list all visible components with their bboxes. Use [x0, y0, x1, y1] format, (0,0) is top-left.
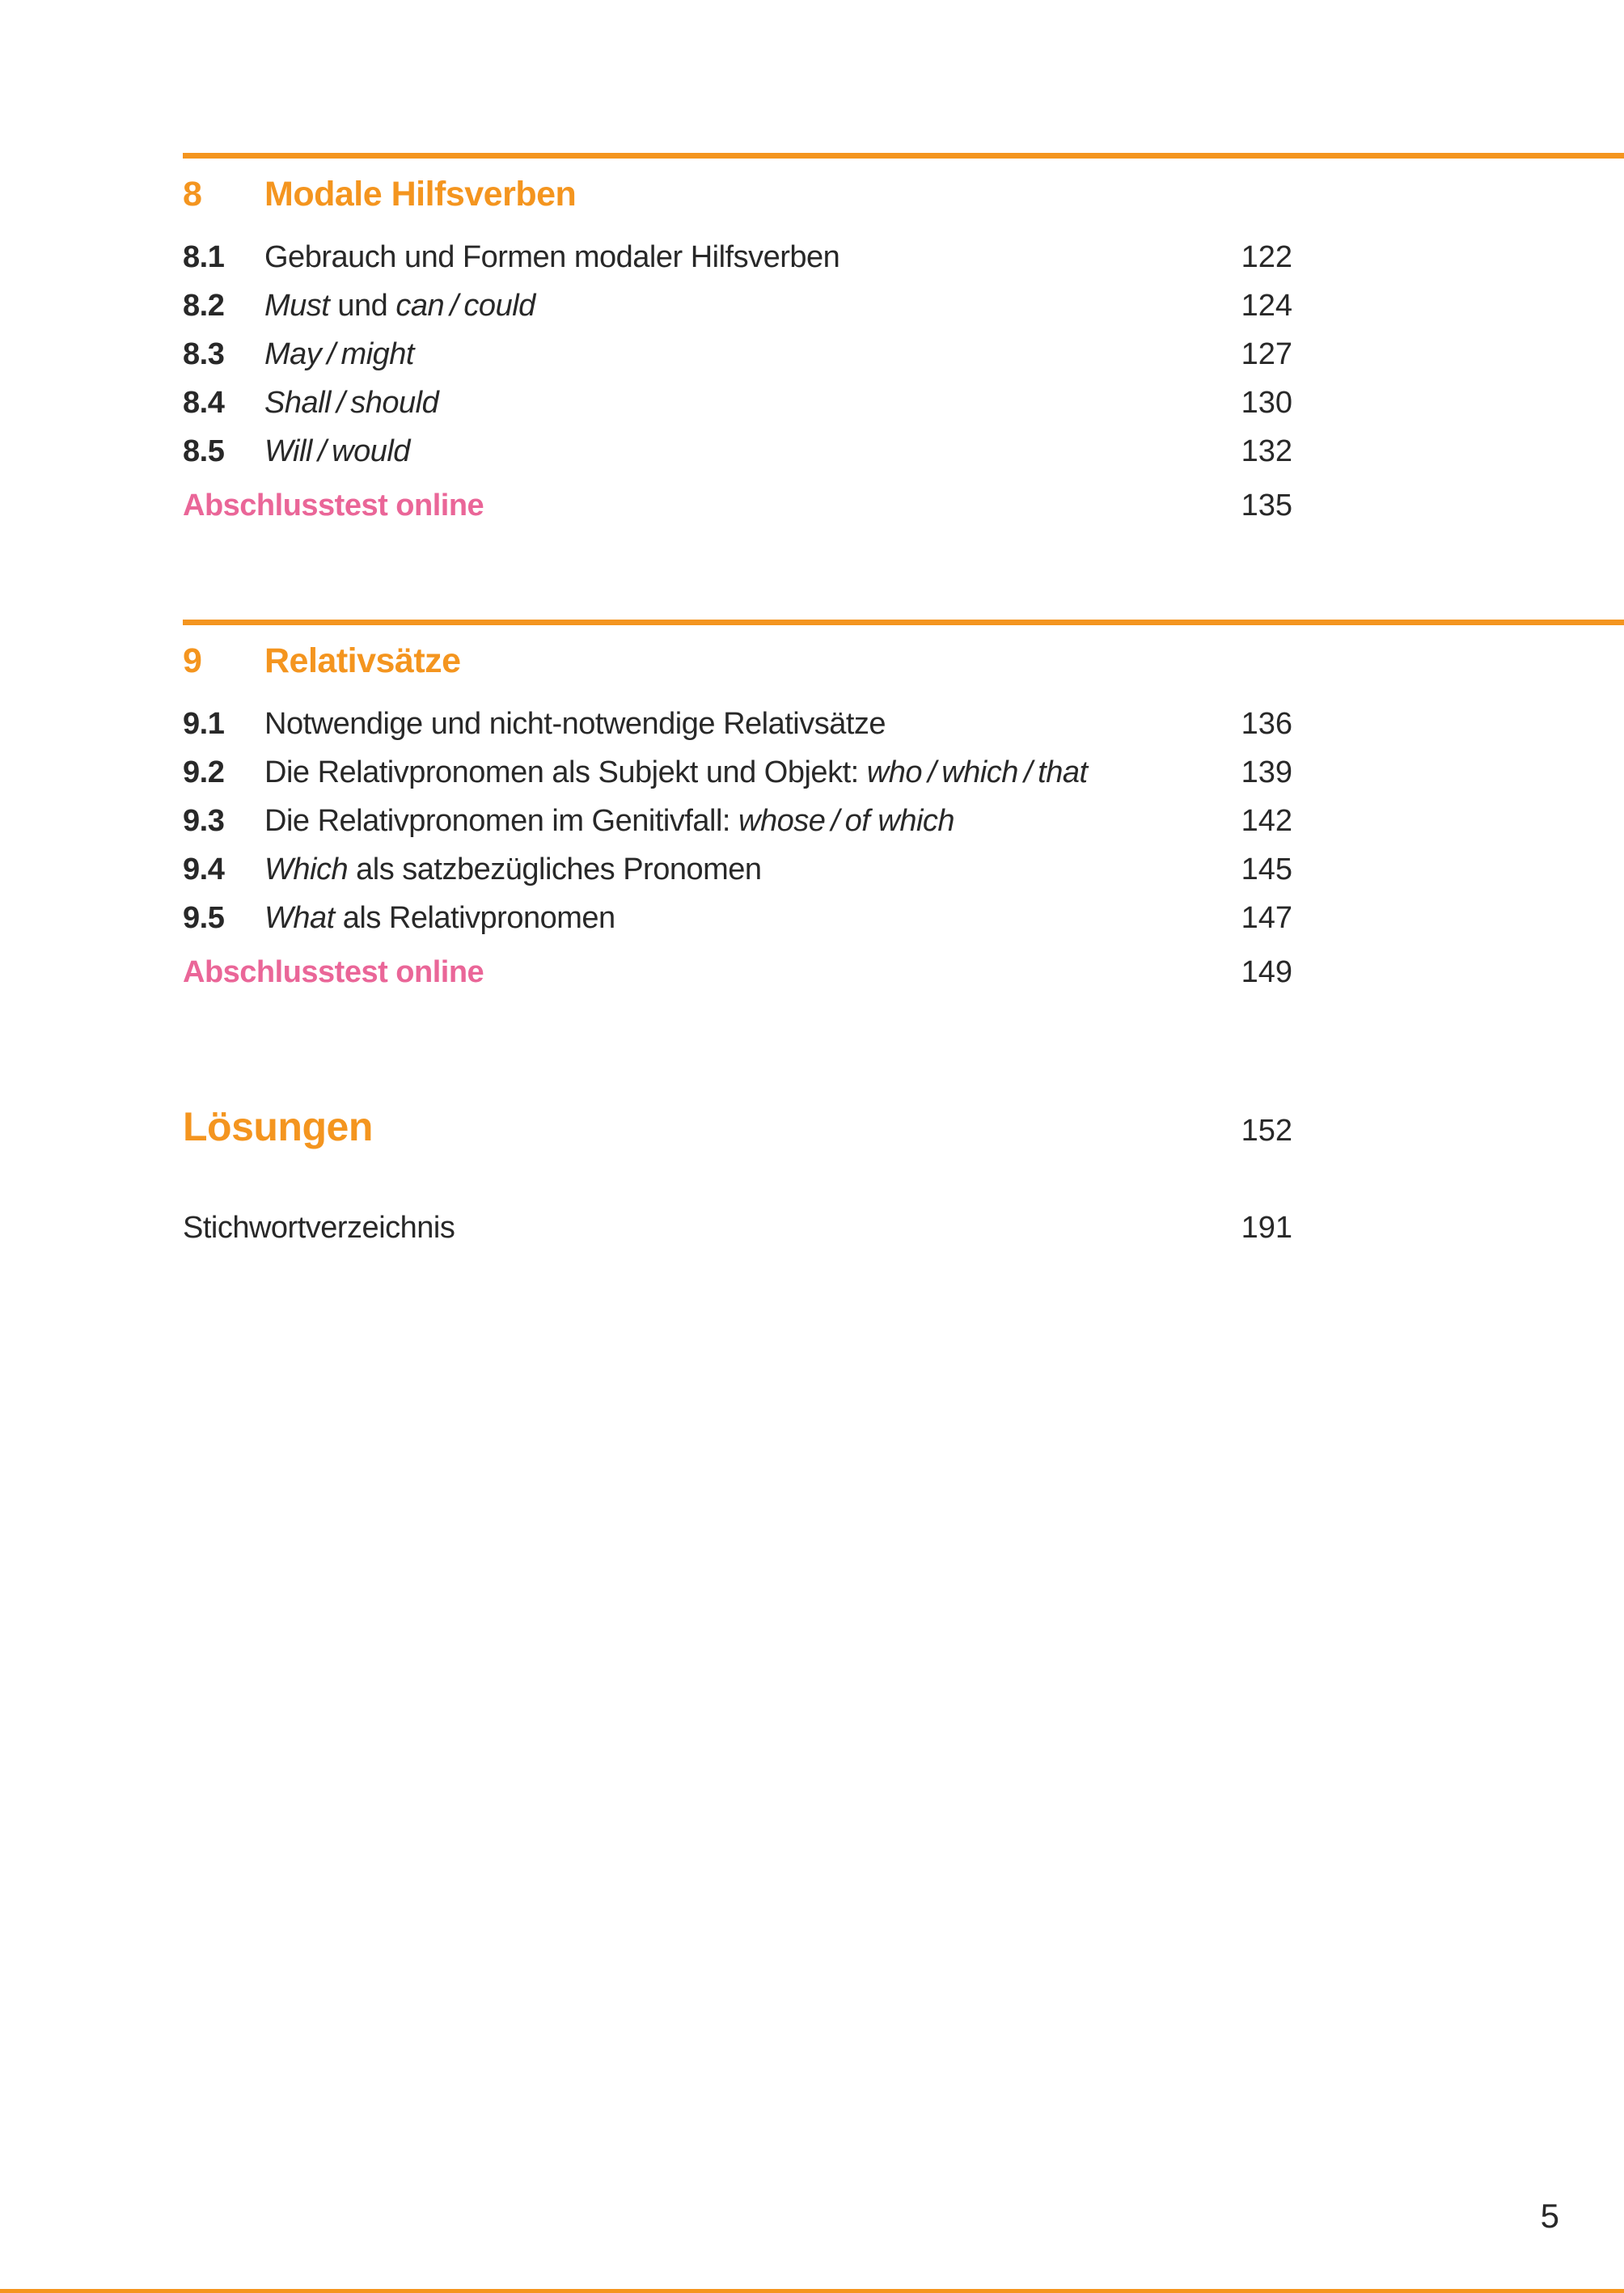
toc-entry	[183, 281, 1292, 330]
chapter-title: Relativsätze	[264, 641, 461, 680]
entry-title-segment: May / might	[264, 337, 414, 371]
toc-entry	[183, 748, 1292, 797]
chapter-section	[183, 153, 1624, 530]
entry-title	[264, 379, 1203, 427]
entry-title	[264, 233, 1203, 281]
entry-title-segment: Will / would	[264, 434, 410, 468]
entry-number: 8.2	[183, 289, 225, 323]
final-test-page: 135	[1241, 489, 1292, 522]
entry-page: 139	[1241, 755, 1292, 789]
entry-title	[264, 894, 1203, 942]
entry-number: 9.1	[183, 707, 225, 741]
final-test-label: Abschlusstest online	[183, 489, 484, 522]
toc-entry	[183, 845, 1292, 894]
chapter-number: 9	[183, 641, 202, 680]
entry-page: 136	[1241, 707, 1292, 741]
chapter-entry-list	[183, 700, 1292, 996]
closing-page: 152	[1241, 1114, 1292, 1148]
entry-title	[264, 748, 1203, 797]
entry-page: 145	[1241, 852, 1292, 886]
toc-entry	[183, 427, 1292, 476]
closing-entry	[183, 1204, 1292, 1252]
section-divider-rule	[183, 153, 1624, 159]
final-test-entry	[183, 948, 1292, 996]
toc-entry	[183, 233, 1292, 281]
entry-number: 8.1	[183, 240, 225, 274]
entry-title-segment: Notwendige und nicht-notwendige Relativsätze	[264, 707, 886, 741]
entry-number: 8.3	[183, 337, 225, 371]
entry-page: 130	[1241, 386, 1292, 420]
closing-page: 191	[1241, 1211, 1292, 1245]
chapter-section	[183, 620, 1624, 996]
entry-title-segment: whose / of which	[738, 804, 955, 838]
toc-entry	[183, 894, 1292, 942]
entry-title	[264, 845, 1203, 894]
entry-number: 8.5	[183, 434, 225, 468]
entry-title-segment: Shall / should	[264, 386, 439, 420]
chapter-entry-list	[183, 233, 1292, 530]
entry-title-segment: Must	[264, 289, 330, 323]
final-test-page: 149	[1241, 955, 1292, 989]
chapter-heading	[183, 173, 1292, 215]
bottom-edge-rule	[0, 2289, 1624, 2293]
final-test-entry	[183, 481, 1292, 530]
entry-number: 9.2	[183, 755, 225, 789]
chapter-title: Modale Hilfsverben	[264, 175, 577, 214]
entry-title	[264, 427, 1203, 476]
entry-number: 9.5	[183, 901, 225, 935]
entry-title-segment: als Relativpronomen	[334, 901, 615, 935]
entry-title-segment: who / which / that	[866, 755, 1088, 789]
entry-title-segment: und	[329, 289, 396, 323]
closing-entries	[183, 1102, 1292, 1252]
entry-title-segment: Die Relativpronomen im Genitivfall:	[264, 804, 739, 838]
entry-title	[264, 700, 1203, 748]
entry-title-segment: can / could	[395, 289, 535, 323]
closing-entry	[183, 1102, 1292, 1156]
toc-entry	[183, 379, 1292, 427]
closing-label: Lösungen	[183, 1104, 373, 1149]
entry-title-segment: Gebrauch und Formen modaler Hilfsverben	[264, 240, 840, 274]
entry-page: 132	[1241, 434, 1292, 468]
entry-title	[264, 797, 1203, 845]
entry-title-segment: Which	[264, 852, 349, 886]
entry-page: 142	[1241, 804, 1292, 838]
entry-page: 124	[1241, 289, 1292, 323]
entry-title-segment: Die Relativpronomen als Subjekt und Objekt:	[264, 755, 867, 789]
toc-entry	[183, 330, 1292, 379]
page-footer-number: 5	[1540, 2197, 1559, 2235]
section-divider-rule	[183, 620, 1624, 625]
entry-title	[264, 330, 1203, 379]
closing-label: Stichwortverzeichnis	[183, 1211, 455, 1245]
entry-title	[264, 281, 1203, 330]
entry-page: 127	[1241, 337, 1292, 371]
entry-page: 122	[1241, 240, 1292, 274]
entry-title-segment: What	[264, 901, 335, 935]
final-test-label: Abschlusstest online	[183, 955, 484, 989]
chapter-number: 8	[183, 175, 202, 214]
chapter-heading	[183, 640, 1292, 682]
toc-entry	[183, 700, 1292, 748]
entry-number: 9.4	[183, 852, 225, 886]
toc-entry	[183, 797, 1292, 845]
entry-title-segment: als satzbezügliches Pronomen	[348, 852, 762, 886]
entry-number: 8.4	[183, 386, 225, 420]
entry-number: 9.3	[183, 804, 225, 838]
entry-page: 147	[1241, 901, 1292, 935]
